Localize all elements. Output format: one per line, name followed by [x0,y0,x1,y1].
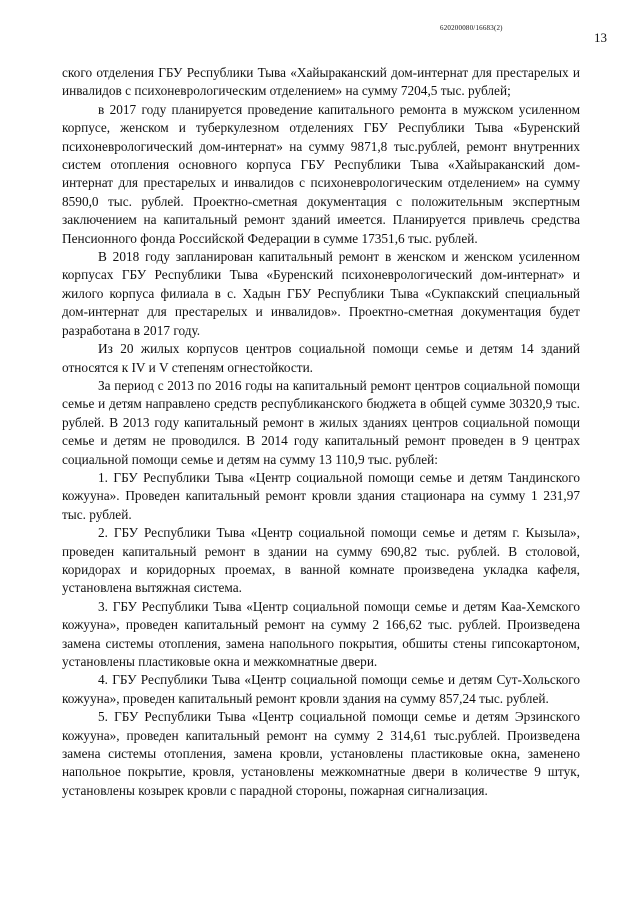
document-code: 620200080/16683(2) [440,24,503,32]
list-item-4: 4. ГБУ Республики Тыва «Центр социальной помощи семье и детям Сут-Хольского кожууна», проведен капитальный ремонт кровли здания на сумму 857,24 тыс. рублей. [62,672,580,706]
paragraph-fire-resistance: Из 20 жилых корпусов центров социальной помощи семье и детям 14 зданий относятся к IV и V степеням огнестойкости. [62,341,580,375]
paragraph-2013-2016-summary: За период с 2013 по 2016 годы на капитальный ремонт центров социальной помощи семье и детям направлено средств республиканского бюджета в общей сумме 30320,9 тыс. рублей. В 2013 году капитальный ремонт в жилых зданиях центров социальной помощи семье и детям не проводился. В 2014 году капитальный ремонт проведен в 9 центрах социальной помощи семье и детям на сумму 13 110,9 тыс. рублей: [62,377,580,467]
document-body [62,64,580,800]
list-item-2: 2. ГБУ Республики Тыва «Центр социальной помощи семье и детям г. Кызыла», проведен капитальный ремонт в здании на сумму 690,82 тыс. рублей. В столовой, коридорах и коридорных проемах, в ванной комнате произведена укладка кафеля, установлена вытяжная система. [62,525,580,596]
paragraph-continuation: ского отделения ГБУ Республики Тыва «Хайыраканский дом-интернат для престарелых и инвалидов с психоневрологическим отделением» на сумму 7204,5 тыс. рублей; [62,65,580,99]
list-item-1: 1. ГБУ Республики Тыва «Центр социальной помощи семье и детям Тандинского кожууна». Проведен капитальный ремонт кровли здания стационара на сумму 1 231,97 тыс. рублей. [62,469,580,522]
page-number: 13 [594,30,607,45]
list-item-5: 5. ГБУ Республики Тыва «Центр социальной помощи семье и детям Эрзинского кожууна», проведен капитальный ремонт на сумму 2 314,61 тыс.рублей. Произведена замена системы отопления, замена кровли, установлены пластиковые окна, заменено напольное покрытие, кровля, установлены межкомнатные двери в количестве 9 штук, установлены козырек кровли с парадной стороны, пожарная сигнализация. [62,709,580,798]
paragraph-2018-plan: В 2018 году запланирован капитальный ремонт в женском и женском усиленном корпусах ГБУ Республики Тыва «Буренский психоневрологический дом-интернат» и жилого корпуса филиала в с. Хадын ГБУ Республики Тыва «Сукпакский специальный дом-интернат для престарелых и инвалидов». Проектно-сметная документация будет разработана в 2017 году. [62,249,580,338]
paragraph-2017-plan: в 2017 году планируется проведение капитального ремонта в мужском усиленном корпусе, женском и туберкулезном отделениях ГБУ Республики Тыва «Буренский психоневрологический дом-интернат» на сумму 9871,8 тыс.рублей, ремонт внутренних систем отопления основного корпуса ГБУ Республики Тыва «Хайыраканский дом-интернат для престарелых и инвалидов с психоневрологическим отделением» на сумму 8590,0 тыс. рублей. Проектно-сметная документация с положительным экспертным заключением на капитальный ремонт зданий имеется. Планируется привлечь средства Пенсионного фонда Российской Федерации в сумме 17351,6 тыс. рублей. [62,101,580,246]
list-item-3: 3. ГБУ Республики Тыва «Центр социальной помощи семье и детям Каа-Хемского кожууна», проведен капитальный ремонт на сумму 2 166,62 тыс. рублей. Произведена замена системы отопления, замена напольного покрытия, обшиты стены гипсокартоном, установлены пластиковые окна и межкомнатные двери. [62,598,580,669]
